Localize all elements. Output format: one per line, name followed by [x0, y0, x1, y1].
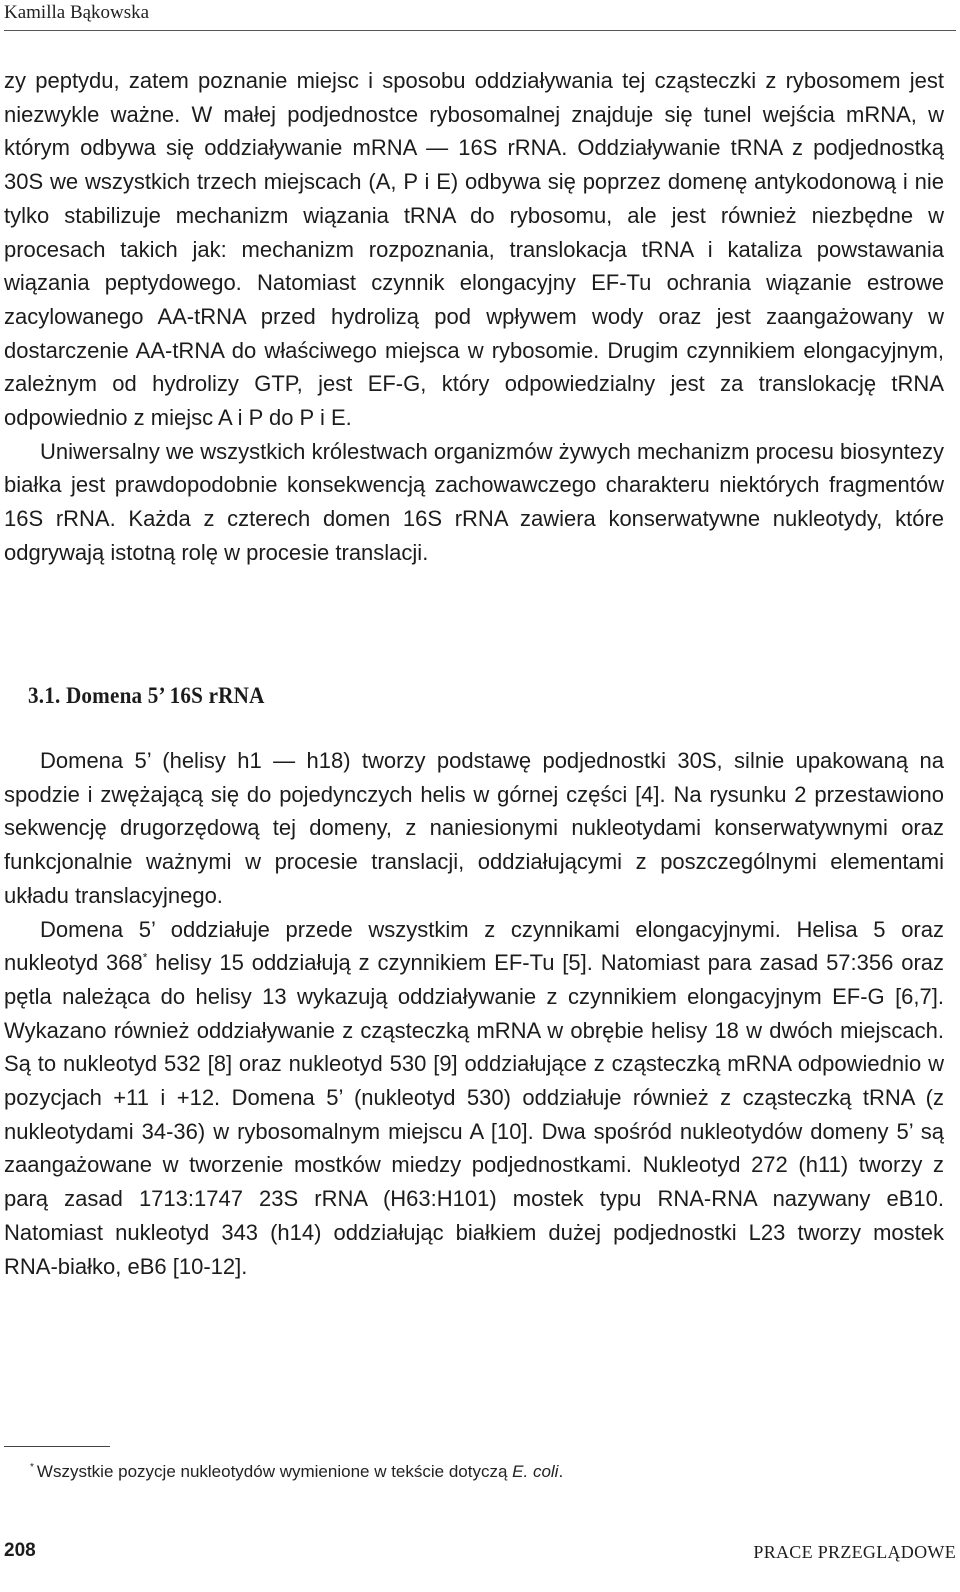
paragraph-text: helisy 15 oddziałują z czynnikiem EF-Tu [5]. Natomiast para zasad 57:356 oraz pętla należąca do helisy 13 wykazują oddziaływanie z czynnikiem elongacyjnym EF-G [6,7]. Wykazano również oddziaływanie z cząsteczką mRNA w obrębie helisy 18 w dwóch miejscach. Są to nukleotyd 532 [8] oraz nukleotyd 530 [9] oddziałujące z cząsteczką mRNA odpowiednio w pozycjach +11 i +12. Domena 5’ (nukleotyd 530) oddziałuje również z cząsteczką tRNA (z nukleotydami 34-36) w rybosomalnym miejscu A [10]. Dwa spośród nukleotydów domeny 5’ są zaangażowane w tworzenie mostków miedzy podjednostkami. Nukleotyd 272 (h11) tworzy z parą zasad 1713:1747 23S rRNA (H63:H101) mostek typu RNA-RNA nazywany eB10. Natomiast nukleotyd 343 (h14) oddziałując białkiem dużej podjednostki L23 tworzy mostek RNA-białko, eB6 [10-12].: [4, 950, 945, 1279]
running-head-author: Kamilla Bąkowska: [4, 2, 150, 23]
footnote-marker: *: [142, 950, 148, 965]
footnote-text: Wszystkie pozycje nukleotydów wymienione w tekście dotyczą: [36, 1462, 513, 1481]
paragraph-text: Domena 5’ oddziałuje przede wszystkim z czynnikami elongacyjnymi. Helisa 5 oraz nukleotyd 368: [4, 916, 944, 976]
body-text-section-2: [4, 744, 944, 1283]
body-text-section-1: [4, 64, 944, 570]
footnote-rule: [4, 1446, 110, 1447]
section-heading: 3.1. Domena 5’ 16S rRNA: [28, 683, 265, 708]
footnote-end: .: [558, 1462, 564, 1481]
header-rule: [4, 30, 956, 31]
footnote-mark: *: [30, 1462, 34, 1474]
paragraph: zy peptydu, zatem poznanie miejsc i sposobu oddziaływania tej cząsteczki z rybosomem jest niezwykle ważne. W małej podjednostce rybosomalnej znajduje się tunel wejścia mRNA, w którym odbywa się oddziaływanie mRNA — 16S rRNA. Oddziaływanie tRNA z podjednostką 30S we wszystkich trzech miejscach (A, P i E) odbywa się poprzez domenę antykodonową i nie tylko stabilizuje mechanizm wiązania tRNA do rybosomu, ale jest również niezbędne w procesach takich jak: mechanizm rozpoznania, translokacja tRNA i kataliza powstawania wiązania peptydowego. Natomiast czynnik elongacyjny EF-Tu ochrania wiązanie estrowe zacylowanego AA-tRNA przed hydrolizą pod wpływem wody oraz jest zaangażowany w dostarczenie AA-tRNA do właściwego miejsca w rybosomie. Drugim czynnikiem elongacyjnym, zależnym od hydrolizy GTP, jest EF-G, który odpowiedzialny jest za translokację tRNA odpowiednio z miejsc A i P do P i E.: [4, 68, 944, 431]
footnote-species: E. coli: [512, 1462, 559, 1481]
page-number: 208: [4, 1540, 36, 1561]
footnote: [30, 1461, 563, 1483]
paragraph: Uniwersalny we wszystkich królestwach organizmów żywych mechanizm procesu biosyntezy białka jest prawdopodobnie konsekwencją zachowawczego charakteru niektórych fragmentów 16S rRNA. Każda z czterech domen 16S rRNA zawiera konserwatywne nukleotydy, które odgrywają istotną rolę w procesie translacji.: [4, 438, 944, 565]
paragraph: [4, 913, 944, 1284]
paragraph: Domena 5’ (helisy h1 — h18) tworzy podstawę podjednostki 30S, silnie upakowaną na spodzie i zwężającą się do pojedynczych helis w górnej części [4]. Na rysunku 2 przestawiono sekwencję drugorzędową tej domeny, z naniesionymi nukleotydami konserwatywnymi oraz funkcjonalnie ważnymi w procesie translacji, oddziałującymi z poszczególnymi elementami układu translacyjnego.: [4, 748, 944, 908]
journal-section-title: PRACE PRZEGLĄDOWE: [753, 1542, 956, 1562]
